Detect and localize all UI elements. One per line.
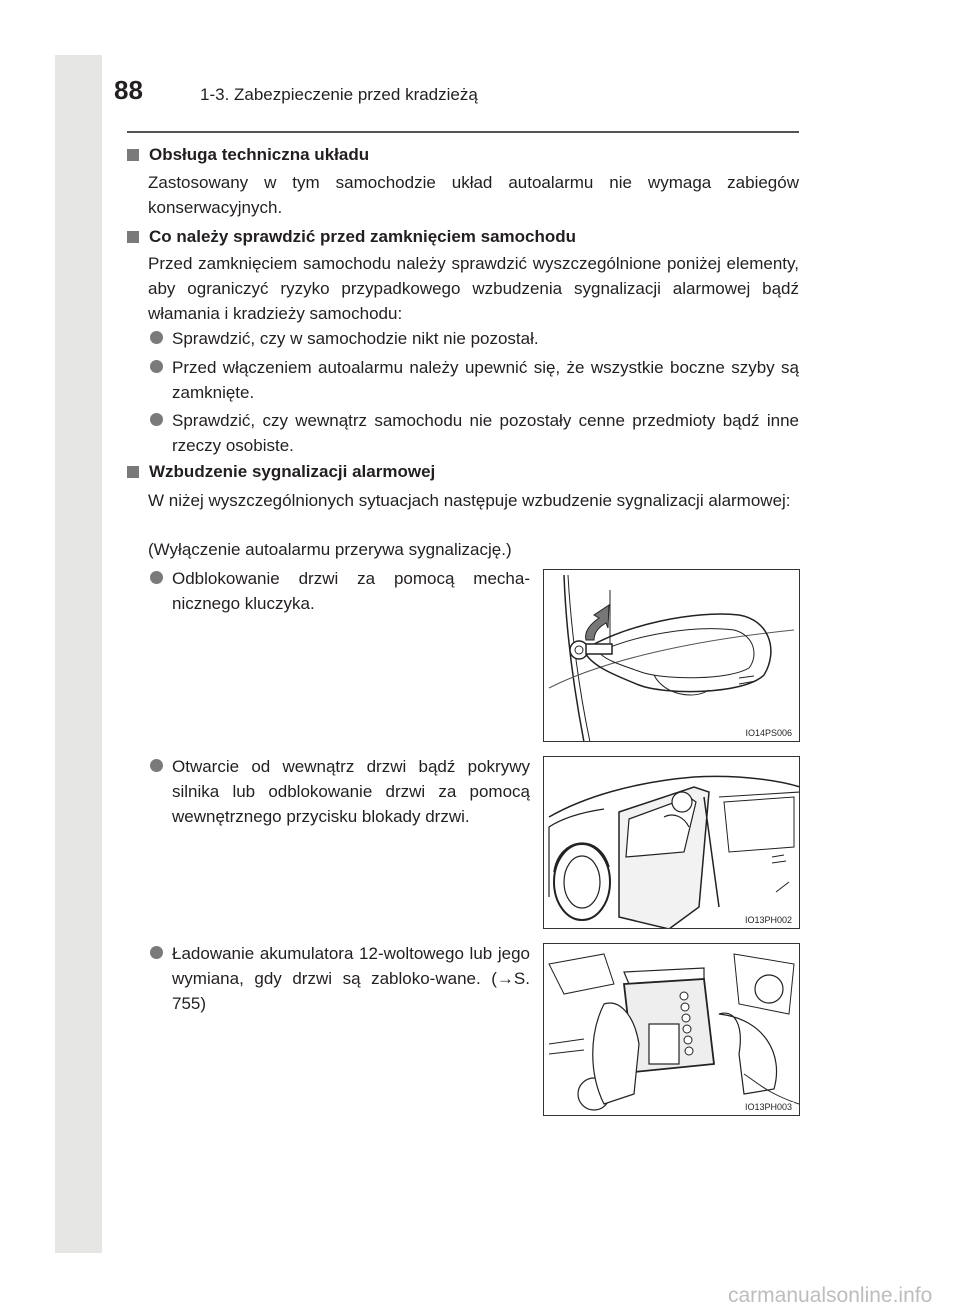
square-bullet-icon	[127, 466, 139, 478]
figure-door-handle	[543, 569, 800, 742]
round-bullet-icon	[150, 946, 163, 959]
list-item: Odblokowanie drzwi za pomocą mecha-nicznego kluczyka.	[150, 566, 530, 616]
paragraph-before-locking: Przed zamknięciem samochodu należy sprawdzić wyszczególnione poniżej elementy, aby ograniczyć ryzyko przypadkowego wzbudzenia sygnalizacji alarmowej bądź włamania i kradzieży samochodu:	[148, 254, 799, 323]
heading-maintenance: Obsługa techniczna układu	[127, 144, 369, 166]
square-bullet-icon	[127, 231, 139, 243]
heading-alarm-trigger: Wzbudzenie sygnalizacji alarmowej	[127, 461, 435, 483]
round-bullet-icon	[150, 360, 163, 373]
section-title: 1-3. Zabezpieczenie przed kradzieżą	[200, 85, 478, 104]
page-number: 88	[114, 75, 143, 105]
battery-replacement-icon	[544, 944, 800, 1116]
list-item: Przed włączeniem autoalarmu należy upewnić się, że wszystkie boczne szyby są zamknięte.	[150, 355, 799, 405]
round-bullet-icon	[150, 759, 163, 772]
page-side-tab	[55, 55, 102, 1253]
round-bullet-icon	[150, 413, 163, 426]
list-item: Otwarcie od wewnątrz drzwi bądź pokrywy silnika lub odblokowanie drzwi za pomocą wewnętrznego przycisku blokady drzwi.	[150, 754, 530, 829]
figure-battery	[543, 943, 800, 1116]
list-item: Sprawdzić, czy wewnątrz samochodu nie pozostały cenne przedmioty bądź inne rzeczy osobiste.	[150, 408, 799, 458]
paragraph-alarm-note: (Wyłączenie autoalarmu przerywa sygnalizację.)	[148, 540, 512, 559]
square-bullet-icon	[127, 149, 139, 161]
watermark: carmanualsonline.info	[728, 1284, 933, 1307]
heading-before-locking: Co należy sprawdzić przed zamknięciem samochodu	[127, 226, 576, 248]
paragraph-alarm-trigger: W niżej wyszczególnionych sytuacjach następuje wzbudzenie sygnalizacji alarmowej:	[148, 491, 791, 510]
round-bullet-icon	[150, 331, 163, 344]
car-door-open-icon	[544, 757, 800, 929]
round-bullet-icon	[150, 571, 163, 584]
door-handle-key-icon	[544, 570, 800, 742]
figure-caption: IO13PH003	[744, 1102, 792, 1112]
list-item: Ładowanie akumulatora 12-woltowego lub jego wymiana, gdy drzwi są zabloko-wane. (→S. 755)	[150, 941, 530, 1016]
header-rule	[127, 131, 799, 133]
figure-car-door	[543, 756, 800, 929]
figure-caption: IO14PS006	[745, 728, 792, 738]
figure-caption: IO13PH002	[744, 915, 792, 925]
list-item: Sprawdzić, czy w samochodzie nikt nie pozostał.	[150, 326, 799, 351]
paragraph-maintenance: Zastosowany w tym samochodzie układ autoalarmu nie wymaga zabiegów konserwacyjnych.	[148, 173, 799, 217]
